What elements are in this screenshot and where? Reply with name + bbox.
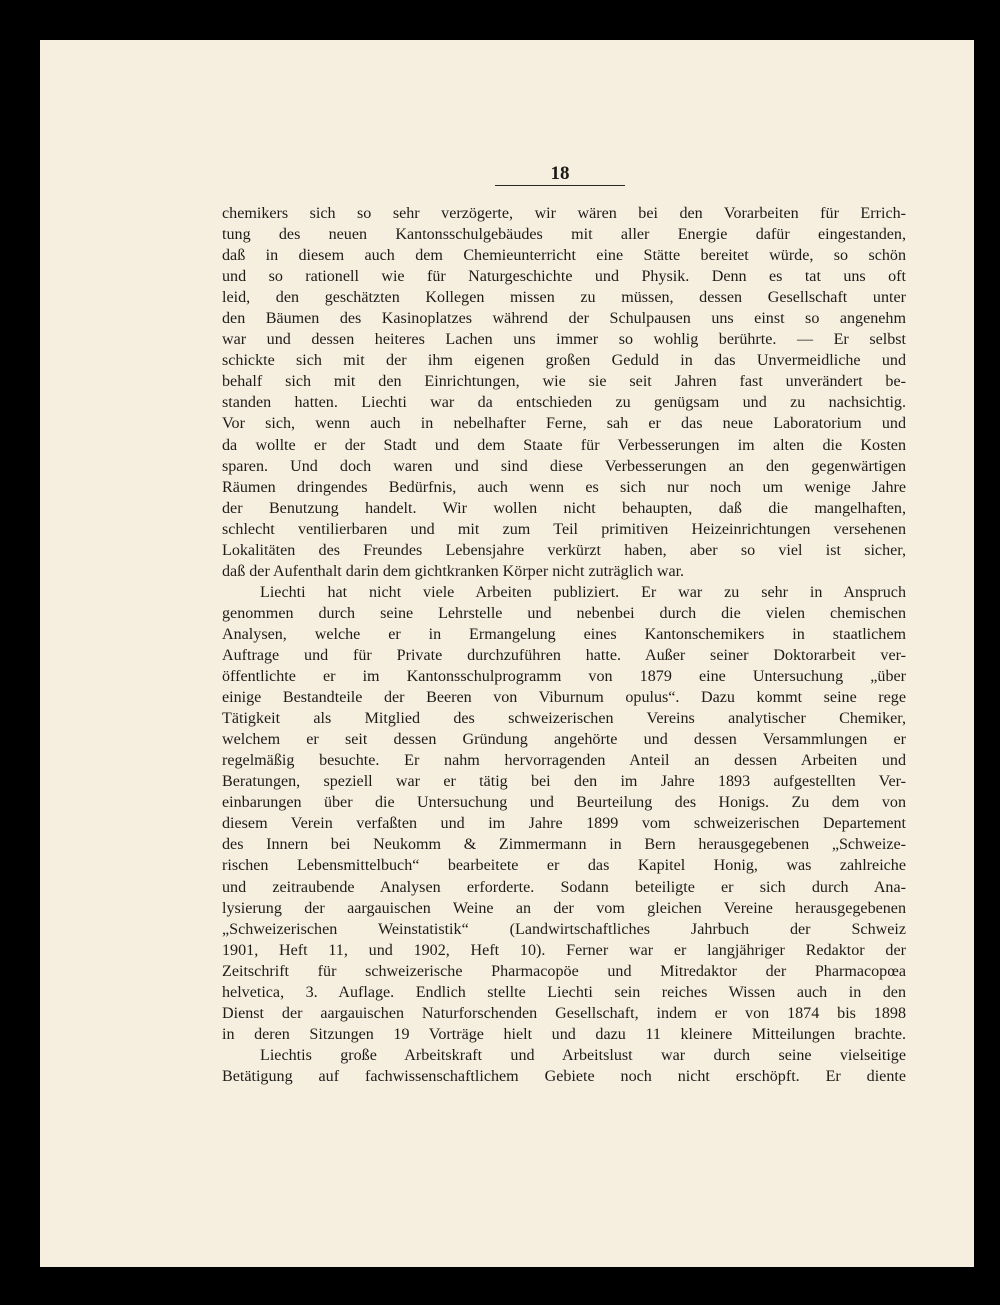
- text-line: daß der Aufenthalt darin dem gichtkranken Körper nicht zuträglich war.: [222, 562, 685, 580]
- text-line: schlecht ventilierbaren und mit zum Teil primitiven Heizeinrichtungen versehenen: [222, 520, 906, 538]
- text-line: chemikers sich so sehr verzögerte, wir wären bei den Vorarbeiten für Errich-: [222, 205, 906, 222]
- body-text: [222, 203, 906, 1087]
- text-line: Vor sich, wenn auch in nebelhafter Ferne, sah er das neue Laboratorium und: [222, 415, 906, 433]
- text-line: war und dessen heiteres Lachen uns immer so wohlig berührte. — Er selbst: [222, 331, 906, 349]
- text-line: Lokalitäten des Freundes Lebensjahre verkürzt haben, aber so viel ist sicher,: [222, 541, 906, 559]
- text-line: rischen Lebensmittelbuch“ bearbeitete er das Kapitel Honig, was zahlreiche: [222, 857, 906, 875]
- text-line: 1901, Heft 11, und 1902, Heft 10). Ferner war er langjähriger Redaktor der: [222, 941, 906, 959]
- text-line: Dienst der aargauischen Naturforschenden Gesellschaft, indem er von 1874 bis 1898: [222, 1004, 906, 1022]
- text-line: Liechti hat nicht viele Arbeiten publiziert. Er war zu sehr in Anspruch: [260, 583, 906, 601]
- text-line: lysierung der aargauischen Weine an der vom gleichen Vereine herausgegebenen: [222, 899, 906, 917]
- text-line: regelmäßig besuchte. Er nahm hervorragenden Anteil an dessen Arbeiten und: [222, 752, 906, 770]
- text-line: helvetica, 3. Auflage. Endlich stellte Liechti sein reiches Wissen auch in den: [222, 983, 906, 1001]
- text-line: behalf sich mit den Einrichtungen, wie sie seit Jahren fast unverändert be-: [222, 373, 906, 391]
- text-line: der Benutzung handelt. Wir wollen nicht behaupten, daß die mangelhaften,: [222, 499, 906, 517]
- text-line: tung des neuen Kantonsschulgebäudes mit aller Energie dafür eingestanden,: [222, 226, 906, 244]
- text-line: Beratungen, speziell war er tätig bei den im Jahre 1893 aufgestellten Ver-: [222, 773, 906, 791]
- text-line: schickte sich mit der ihm eigenen großen Geduld in das Unvermeidliche und: [222, 352, 906, 370]
- text-line: Zeitschrift für schweizerische Pharmacopöe und Mitredaktor der Pharmacopœa: [222, 962, 906, 980]
- text-line: welchem er seit dessen Gründung angehörte und dessen Versammlungen er: [222, 731, 906, 749]
- text-line: Auftrage und für Private durchzuführen hatte. Außer seiner Doktorarbeit ver-: [222, 646, 906, 664]
- text-line: „Schweizerischen Weinstatistik“ (Landwirtschaftliches Jahrbuch der Schweiz: [222, 920, 906, 938]
- text-line: öffentlichte er im Kantonsschulprogramm von 1879 eine Untersuchung „über: [222, 668, 906, 686]
- text-line: sparen. Und doch waren und sind diese Verbesserungen an den gegenwärtigen: [222, 457, 906, 475]
- text-line: genommen durch seine Lehrstelle und nebenbei durch die vielen chemischen: [222, 604, 906, 622]
- text-line: in deren Sitzungen 19 Vorträge hielt und dazu 11 kleinere Mitteilungen brachte.: [222, 1025, 906, 1043]
- text-line: einige Bestandteile der Beeren von Viburnum opulus“. Dazu kommt seine rege: [222, 689, 906, 707]
- text-line: standen hatten. Liechti war da entschieden zu genügsam und zu nachsichtig.: [222, 394, 906, 412]
- text-line: diesem Verein verfaßten und im Jahre 1899 vom schweizerischen Departement: [222, 815, 906, 833]
- text-line: Analysen, welche er in Ermangelung eines Kantonschemikers in staatlichem: [222, 625, 906, 643]
- text-line: Räumen dringendes Bedürfnis, auch wenn es sich nur noch um wenige Jahre: [222, 478, 906, 496]
- text-line: und so rationell wie für Naturgeschichte und Physik. Denn es tat uns oft: [222, 268, 906, 286]
- text-line: einbarungen über die Untersuchung und Beurteilung des Honigs. Zu dem von: [222, 794, 906, 812]
- text-line: Tätigkeit als Mitglied des schweizerischen Vereins analytischer Chemiker,: [222, 710, 906, 728]
- text-line: des Innern bei Neukomm & Zimmermann in Bern herausgegebenen „Schweize-: [222, 836, 906, 854]
- page-number-rule: [495, 185, 625, 186]
- text-line: den Bäumen des Kasinoplatzes während der Schulpausen uns einst so angenehm: [222, 310, 906, 328]
- text-line: daß in diesem auch dem Chemieunterricht eine Stätte bereitet würde, so schön: [222, 247, 906, 265]
- page-sheet: [40, 40, 974, 1267]
- text-line: und zeitraubende Analysen erforderte. Sodann beteiligte er sich durch Ana-: [222, 878, 906, 896]
- text-line: da wollte er der Stadt und dem Staate für Verbesserungen im alten die Kosten: [222, 436, 906, 454]
- page-number: 18: [550, 163, 570, 184]
- text-line: leid, den geschätzten Kollegen missen zu müssen, dessen Gesellschaft unter: [222, 289, 906, 307]
- text-line: Betätigung auf fachwissenschaftlichem Gebiete noch nicht erschöpft. Er diente: [222, 1067, 906, 1085]
- text-line: Liechtis große Arbeitskraft und Arbeitslust war durch seine vielseitige: [260, 1046, 906, 1064]
